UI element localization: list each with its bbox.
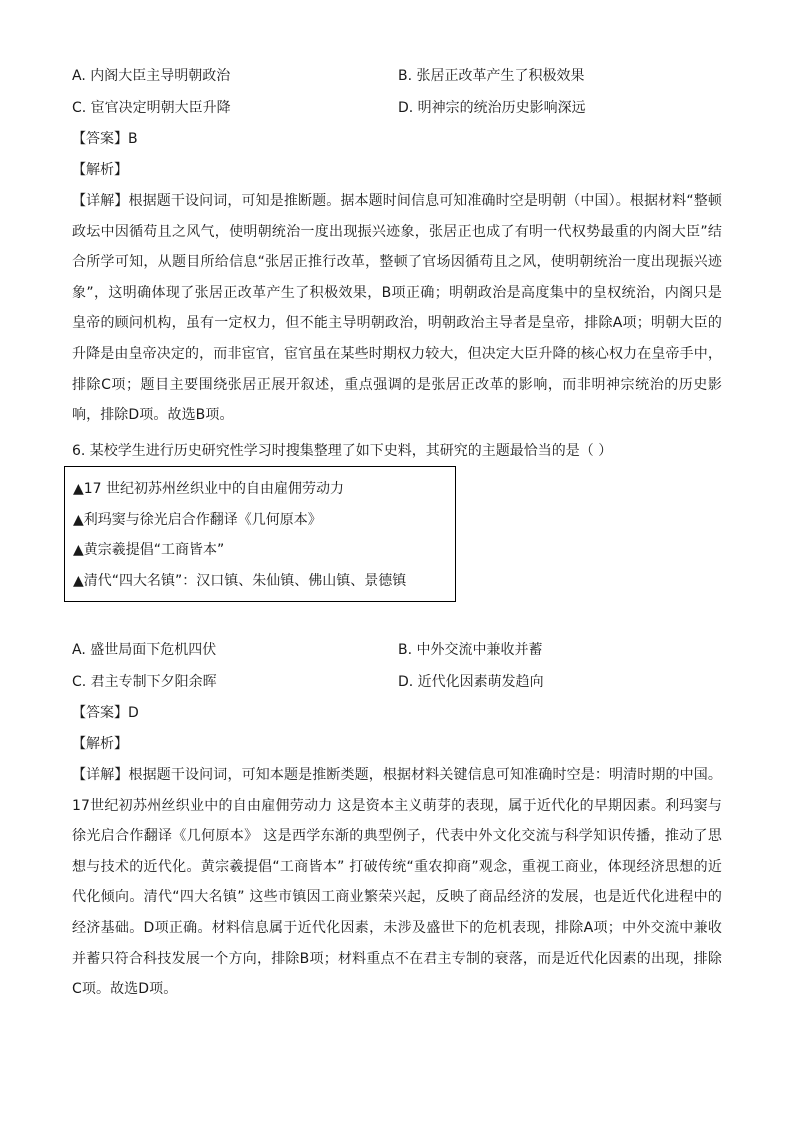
q5-detail	[72, 186, 722, 431]
q5-option-a: A. 内阁大臣主导明朝政治	[72, 68, 231, 84]
q6-answer: 【答案】D	[72, 705, 139, 721]
q6-detail-text: 【详解】根据题干设问词，可知本题是推断类题，根据材料关键信息可知准确时空是：明清时期的中国。17世纪初苏州丝织业中的自由雇佣劳动力 这是资本主义萌芽的表现，属于近代化的早期因素。利玛窦与徐光启合作翻译《几何原本》 这是西学东渐的典型例子，代表中外文化交流与科学知识传播，推动了思想与技术的近代化。黄宗羲提倡“工商皆本” 打破传统“重农抑商”观念，重视工商业，体现经济思想的近代化倾向。清代“四大名镇” 这些市镇因工商业繁荣兴起，反映了商品经济的发展，也是近代化进程中的经济基础。D项正确。材料信息属于近代化因素，未涉及盛世下的危机表现，排除A项；中外交流中兼收并蓄只符合科技发展一个方向，排除B项；材料重点不在君主专制的衰落，而是近代化因素的出现，排除C项。故选D项。	[72, 767, 722, 998]
q5-option-b: B. 张居正改革产生了积极效果	[398, 68, 585, 84]
q6-option-c: C. 君主专制下夕阳余晖	[72, 674, 217, 690]
q6-option-a: A. 盛世局面下危机四伏	[72, 642, 217, 658]
q6-stem: 6. 某校学生进行历史研究性学习时搜集整理了如下史料，其研究的主题最恰当的是（ ）	[72, 443, 613, 459]
q6-material-4: ▲清代“四大名镇”：汉口镇、朱仙镇、佛山镇、景德镇	[73, 573, 407, 589]
q6-option-b: B. 中外交流中兼收并蓄	[398, 642, 543, 658]
q6-detail	[72, 760, 722, 1005]
q6-material-1: ▲17 世纪初苏州丝织业中的自由雇佣劳动力	[73, 481, 345, 497]
q6-material-3: ▲黄宗羲提倡“工商皆本”	[73, 542, 225, 558]
q6-analysis-label: 【解析】	[72, 736, 128, 752]
q5-answer: 【答案】B	[72, 131, 138, 147]
q6-materials-box	[64, 466, 456, 602]
q6-material-2: ▲利玛窦与徐光启合作翻译《几何原本》	[73, 512, 322, 528]
q6-option-d: D. 近代化因素萌发趋向	[398, 674, 544, 690]
q5-analysis-label: 【解析】	[72, 162, 128, 178]
q5-detail-text: 【详解】根据题干设问词，可知是推断题。据本题时间信息可知准确时空是明朝（中国）。根据材料“整顿政坛中因循苟且之风气，使明朝统治一度出现振兴迹象，张居正也成了有明一代权势最重的内阁大臣”结合所学可知，从题目所给信息“张居正推行改革，整顿了官场因循苟且之风，使明朝统治一度出现振兴迹象”，这明确体现了张居正改革产生了积极效果，B项正确；明朝政治是高度集中的皇权统治，内阁只是皇帝的顾问机构，虽有一定权力，但不能主导明朝政治，明朝政治主导者是皇帝，排除A项；明朝大臣的升降是由皇帝决定的，而非宦官，宦官虽在某些时期权力较大，但决定大臣升降的核心权力在皇帝手中，排除C项；题目主要围绕张居正展开叙述，重点强调的是张居正改革的影响，而非明神宗统治的历史影响，排除D项。故选B项。	[72, 193, 722, 424]
q5-option-c: C. 宦官决定明朝大臣升降	[72, 100, 231, 116]
q5-option-d: D. 明神宗的统治历史影响深远	[398, 100, 586, 116]
